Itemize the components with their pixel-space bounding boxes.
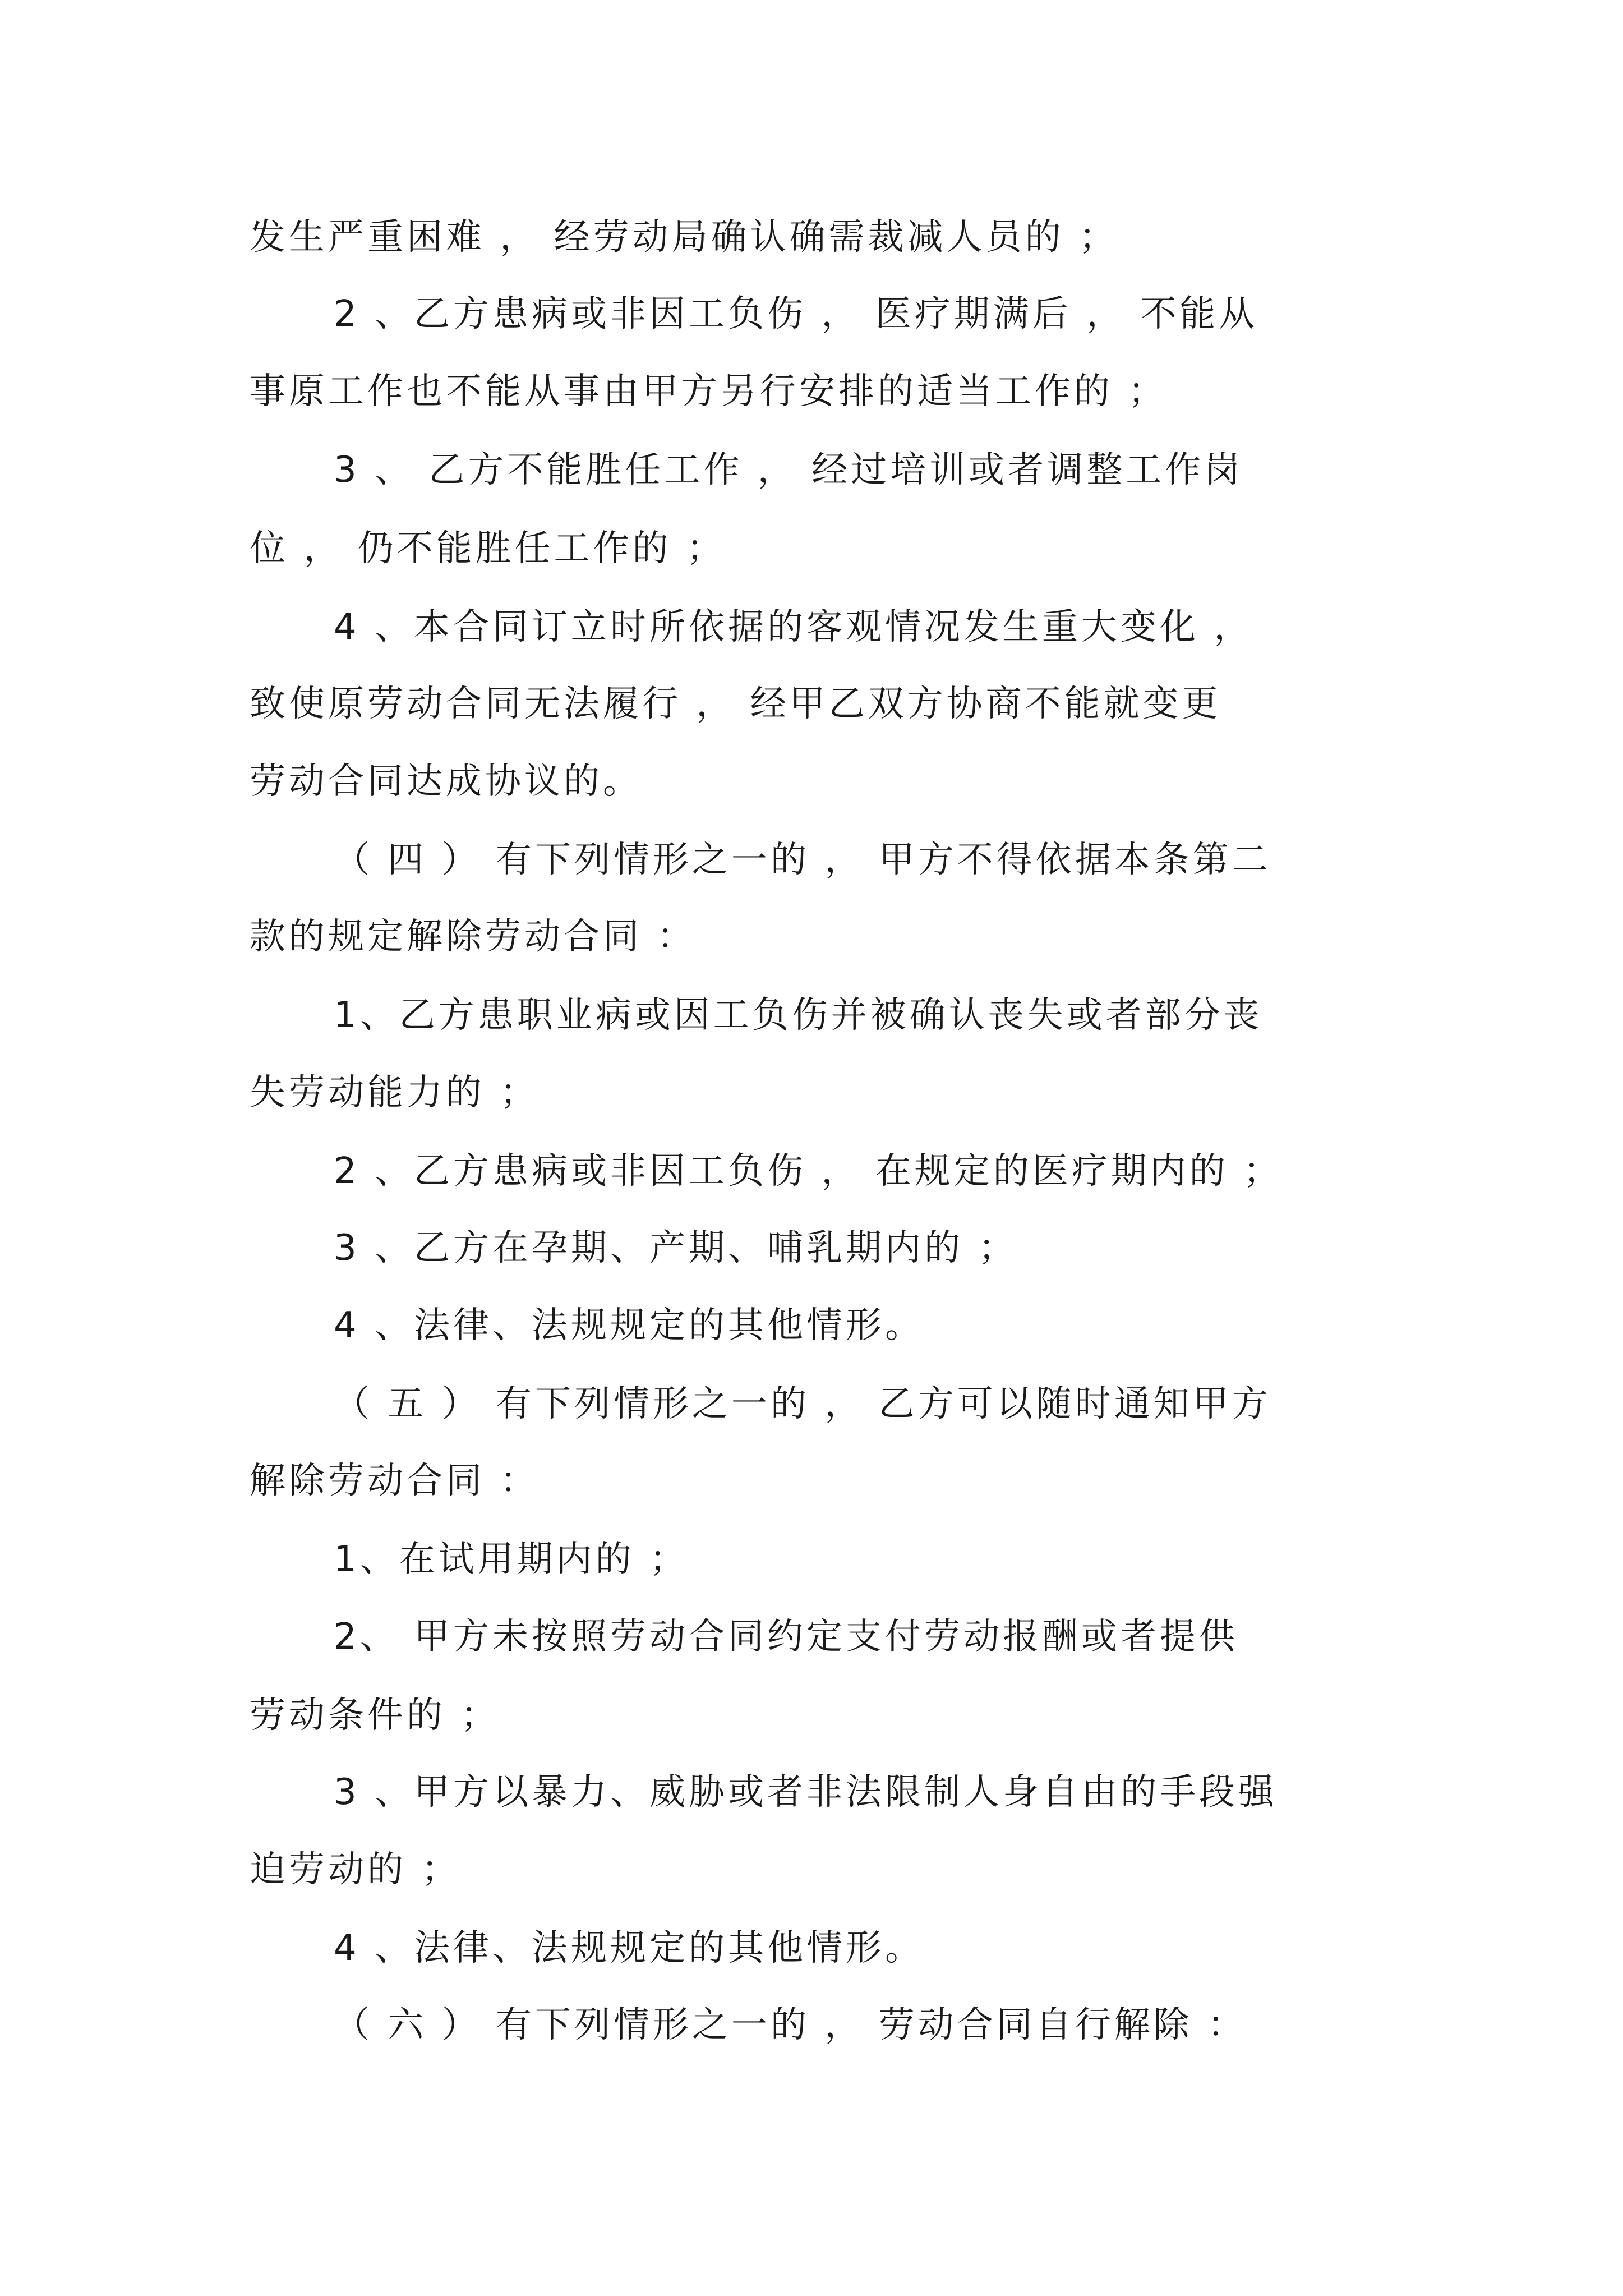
text-line: 2 、乙方患病或非因工负伤 ， 在规定的医疗期内的 ； bbox=[334, 1151, 1283, 1192]
text-line: 事原工作也不能从事由甲方另行安排的适当工作的 ； bbox=[250, 371, 1168, 412]
text-line: 4 、法律、法规规定的其他情形。 bbox=[334, 1305, 925, 1346]
text-line: 3 、 乙方不能胜任工作 ， 经过培训或者调整工作岗 bbox=[334, 449, 1244, 491]
text-line: （ 四 ） 有下列情形之一的 ， 甲方不得依据本条第二 bbox=[334, 839, 1271, 881]
text-line: 致使原劳动合同无法履行 ， 经甲乙双方协商不能就变更 bbox=[250, 683, 1221, 725]
text-line: 2、 甲方未按照劳动合同约定支付劳动报酬或者提供 bbox=[334, 1616, 1239, 1658]
text-line: 3 、乙方在孕期、产期、哺乳期内的 ； bbox=[334, 1227, 1018, 1269]
text-line: 迫劳动的 ； bbox=[250, 1849, 461, 1890]
text-line: （ 五 ） 有下列情形之一的 ， 乙方可以随时通知甲方 bbox=[334, 1383, 1271, 1425]
text-line: 1、在试用期内的 ； bbox=[334, 1539, 689, 1580]
text-line: 解除劳动合同 ： bbox=[250, 1460, 540, 1502]
text-line: 4 、法律、法规规定的其他情形。 bbox=[334, 1927, 925, 1969]
text-line: 发生严重困难 ， 经劳动局确认确需裁减人员的 ； bbox=[250, 217, 1119, 258]
text-line: 2 、乙方患病或非因工负伤 ， 医疗期满后 ， 不能从 bbox=[334, 293, 1258, 335]
text-line: 位 ， 仍不能胜任工作的 ； bbox=[250, 528, 726, 569]
text-line: 劳动条件的 ； bbox=[250, 1695, 500, 1736]
text-line: （ 六 ） 有下列情形之一的 ， 劳动合同自行解除 ： bbox=[334, 2004, 1247, 2046]
text-line: 4 、本合同订立时所依据的客观情况发生重大变化 ， bbox=[334, 606, 1253, 648]
text-line: 3 、甲方以暴力、威胁或者非法限制人身自由的手段强 bbox=[334, 1772, 1278, 1813]
text-line: 失劳动能力的 ； bbox=[250, 1072, 540, 1114]
text-line: 款的规定解除劳动合同 ： bbox=[250, 916, 697, 958]
text-line: 1、乙方患职业病或因工负伤并被确认丧失或者部分丧 bbox=[334, 995, 1263, 1036]
text-line: 劳动合同达成协议的。 bbox=[250, 761, 642, 802]
